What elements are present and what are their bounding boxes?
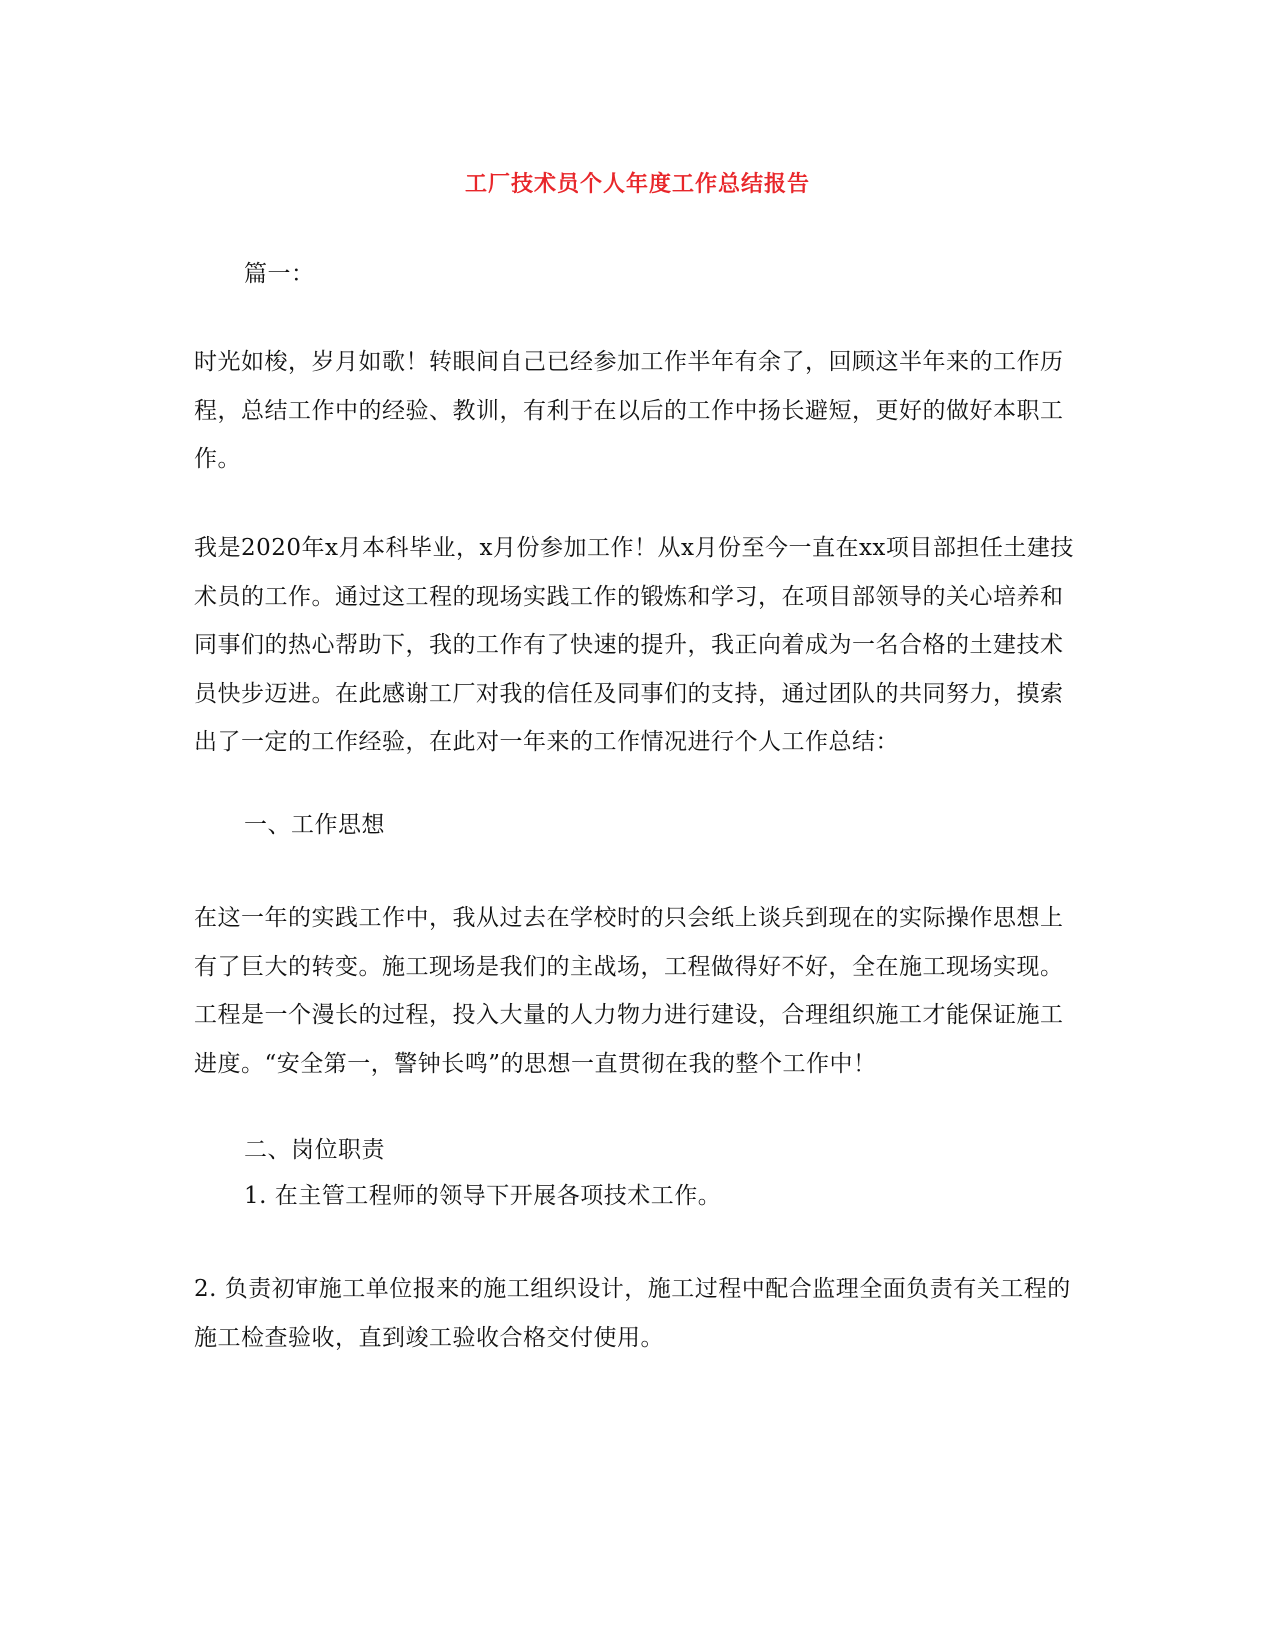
duty-item-1: 1. 在主管工程师的领导下开展各项技术工作。 xyxy=(244,1183,722,1209)
duty-item-2: 2. 负责初审施工单位报来的施工组织设计，施工过程中配合监理全面负责有关工程的施工检查验收，直到竣工验收合格交付使用。 xyxy=(194,1276,1071,1351)
paragraph-intro: 时光如梭，岁月如歌！转眼间自己已经参加工作半年有余了，回顾这半年来的工作历程，总结工作中的经验、教训，有利于在以后的工作中扬长避短，更好的做好本职工作。 xyxy=(194,349,1064,472)
section-label-part-one: 篇一： xyxy=(244,261,315,287)
paragraph-background: 我是2020年x月本科毕业，x月份参加工作！从x月份至今一直在xx项目部担任土建技术员的工作。通过这工程的现场实践工作的锻炼和学习，在项目部领导的关心培养和同事们的热心帮助下，我的工作有了快速的提升，我正向着成为一名合格的土建技术员快步迈进。在此感谢工厂对我的信任及同事们的支持，通过团队的共同努力，摸索出了一定的工作经验，在此对一年来的工作情况进行个人工作总结： xyxy=(194,535,1074,755)
heading-job-duties: 二、岗位职责 xyxy=(244,1137,385,1163)
document-title: 工厂技术员个人年度工作总结报告 xyxy=(464,171,810,197)
paragraph-work-thoughts: 在这一年的实践工作中，我从过去在学校时的只会纸上谈兵到现在的实际操作思想上有了巨大的转变。施工现场是我们的主战场，工程做得好不好，全在施工现场实现。工程是一个漫长的过程，投入大量的人力物力进行建设，合理组织施工才能保证施工进度。“安全第一，警钟长鸣”的思想一直贯彻在我的整个工作中！ xyxy=(194,905,1064,1077)
heading-work-thoughts: 一、工作思想 xyxy=(244,812,385,838)
